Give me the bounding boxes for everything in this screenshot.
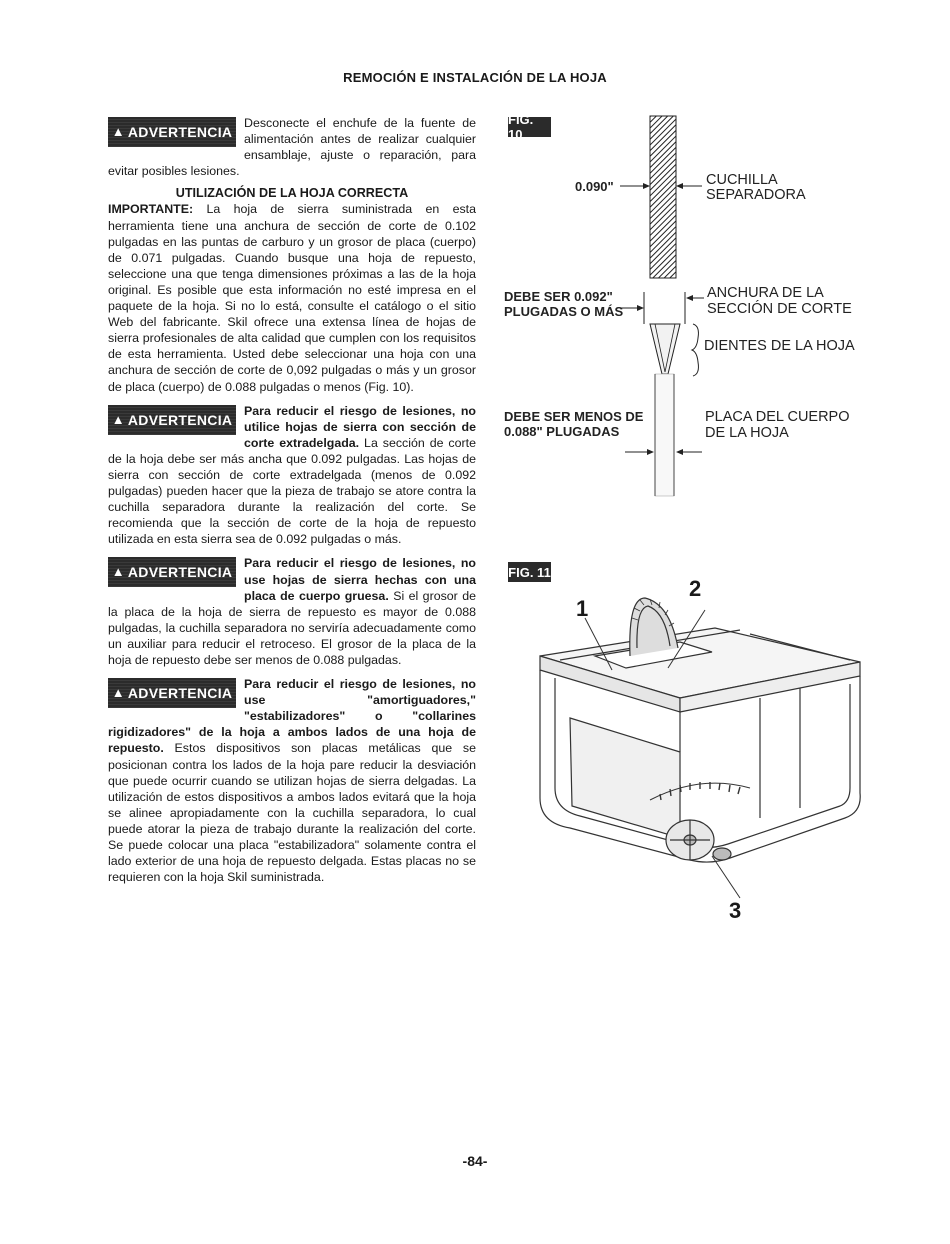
warning-triangle-icon: ▲ bbox=[111, 685, 125, 701]
callout-1: 1 bbox=[576, 596, 589, 621]
section-heading: UTILIZACIÓN DE LA HOJA CORRECTA bbox=[175, 186, 409, 201]
blade-teeth bbox=[650, 324, 680, 374]
warning-bold-text: Para reducir el riesgo de lesiones, no use hojas de sierra hechas con una placa de cuerpo gruesa. bbox=[244, 556, 476, 603]
page-number: -84- bbox=[462, 1153, 488, 1169]
warning-triangle-icon: ▲ bbox=[111, 411, 125, 427]
table-saw-illustration bbox=[500, 578, 870, 908]
warning-triangle-icon: ▲ bbox=[111, 564, 125, 580]
riving-knife-label-2: SEPARADORA bbox=[706, 187, 806, 203]
warning-badge: ▲ ADVERTENCIA bbox=[108, 678, 236, 708]
warning-text: La sección de corte de la hoja debe ser más ancha que 0.092 pulgadas. Las hojas de sierra con sección de corte extradelgada (menos de 0.092 pulgadas) pueden hacer que la pieza de trabajo se atore contra la cuchilla separadora durante la realización del corte. Se recomienda que la sección de corte de la hoja de repuesto utilizada en esta sierra sea de 0.092 pulgadas o más. bbox=[108, 435, 476, 547]
fig11-badge: FIG. 11 bbox=[508, 562, 551, 582]
riving-knife bbox=[650, 116, 676, 278]
warning-triangle-icon: ▲ bbox=[111, 123, 125, 139]
kerf-requirement-2: PLUGADAS O MÁS bbox=[504, 304, 624, 319]
dim-090-label: 0.090" bbox=[575, 179, 614, 194]
warning-2 bbox=[108, 403, 476, 548]
warning-4 bbox=[108, 676, 476, 885]
section-body bbox=[108, 201, 476, 394]
kerf-requirement-1: DEBE SER 0.092" bbox=[504, 289, 613, 304]
kerf-width-label-2: SECCIÓN DE CORTE bbox=[707, 301, 852, 317]
blade-teeth-label: DIENTES DE LA HOJA bbox=[704, 338, 855, 354]
warning-3 bbox=[108, 555, 476, 668]
warning-text: Estos dispositivos son placas metálicas que se posicionan contra los lados de la hoja pare reducir la desviación que puede ocurrir cuando se utilizan hojas de sierra delgadas. La utilización de estos dispositivos a ambos lados evitará que la hoja se alinee apropiadamente con la cuchilla separadora, lo cual puede atorar la pieza de trabajo durante la realización del corte. Se puede colocar una placa "estabilizadora" solamente contra el lado exterior de una hoja de repuesto delgada. Estas placas no se requieren con la hoja Skil suministrada. bbox=[108, 741, 476, 885]
plate-requirement-1: DEBE SER MENOS DE bbox=[504, 409, 644, 424]
warning-1 bbox=[108, 115, 476, 179]
warning-text: Desconecte el enchufe de la fuente de alimentación antes de realizar cualquier ensamblaje, ajuste o reparación, para evitar posibles lesiones. bbox=[108, 116, 476, 179]
warning-badge: ▲ ADVERTENCIA bbox=[108, 117, 236, 147]
warning-badge: ▲ ADVERTENCIA bbox=[108, 557, 236, 587]
plate-requirement-2: 0.088" PLUGADAS bbox=[504, 424, 620, 439]
warning-bold-text: Para reducir el riesgo de lesiones, no utilice hojas de sierra con sección de corte extradelgada. bbox=[244, 403, 476, 450]
important-lead: IMPORTANTE: bbox=[108, 202, 194, 217]
riving-knife-label-1: CUCHILLA bbox=[706, 172, 778, 188]
warning-bold-text: Para reducir el riesgo de lesiones, no use "amortiguadores," "estabilizadores" o "collarines rigidizadores" de la hoja a ambos lados de una hoja de repuesto. bbox=[108, 677, 476, 756]
callout-2: 2 bbox=[689, 576, 702, 601]
callout-3: 3 bbox=[729, 898, 742, 923]
kerf-width-label-1: ANCHURA DE LA bbox=[707, 285, 824, 301]
blade-plate-label-2: DE LA HOJA bbox=[705, 425, 789, 441]
left-column bbox=[108, 115, 476, 891]
blade-plate-label-1: PLACA DEL CUERPO bbox=[705, 409, 850, 425]
warning-badge: ▲ ADVERTENCIA bbox=[108, 405, 236, 435]
page-title: REMOCIÓN E INSTALACIÓN DE LA HOJA bbox=[343, 70, 607, 85]
section-text: La hoja de sierra suministrada en esta herramienta tiene una anchura de sección de corte de 0.102 pulgadas en las puntas de carburo y un grosor de placa (cuerpo) de 0.071 pulgadas. Cuando busque una hoja de repuesto, seleccione una que tenga dimensiones próximas a las de la hoja original. Es posible que esta información no esté impresa en el paquete de la hoja. Si no lo está, consulte el catálogo o el sitio Web del fabricante. Skil ofrece una extensa línea de hojas de sierra profesionales de alta calidad que cumplen con los requisitos de esta herramienta. Usted debe seleccionar una hoja con una anchura de sección de corte de 0,092 pulgadas o más y un grosor de placa (cuerpo) de 0.088 pulgadas o menos (Fig. 10). bbox=[108, 202, 476, 394]
blade-plate bbox=[655, 374, 674, 496]
fig10-badge: FIG. 10 bbox=[508, 117, 551, 137]
warning-text: Si el grosor de la placa de la hoja de sierra de repuesto es mayor de 0.088 pulgadas, la cuchilla separadora no serviría adecuadamente como un auxiliar para reducir el retroceso. El grosor de la placa de la hoja de repuesto debe ser menos de 0.088 pulgadas. bbox=[108, 588, 476, 667]
